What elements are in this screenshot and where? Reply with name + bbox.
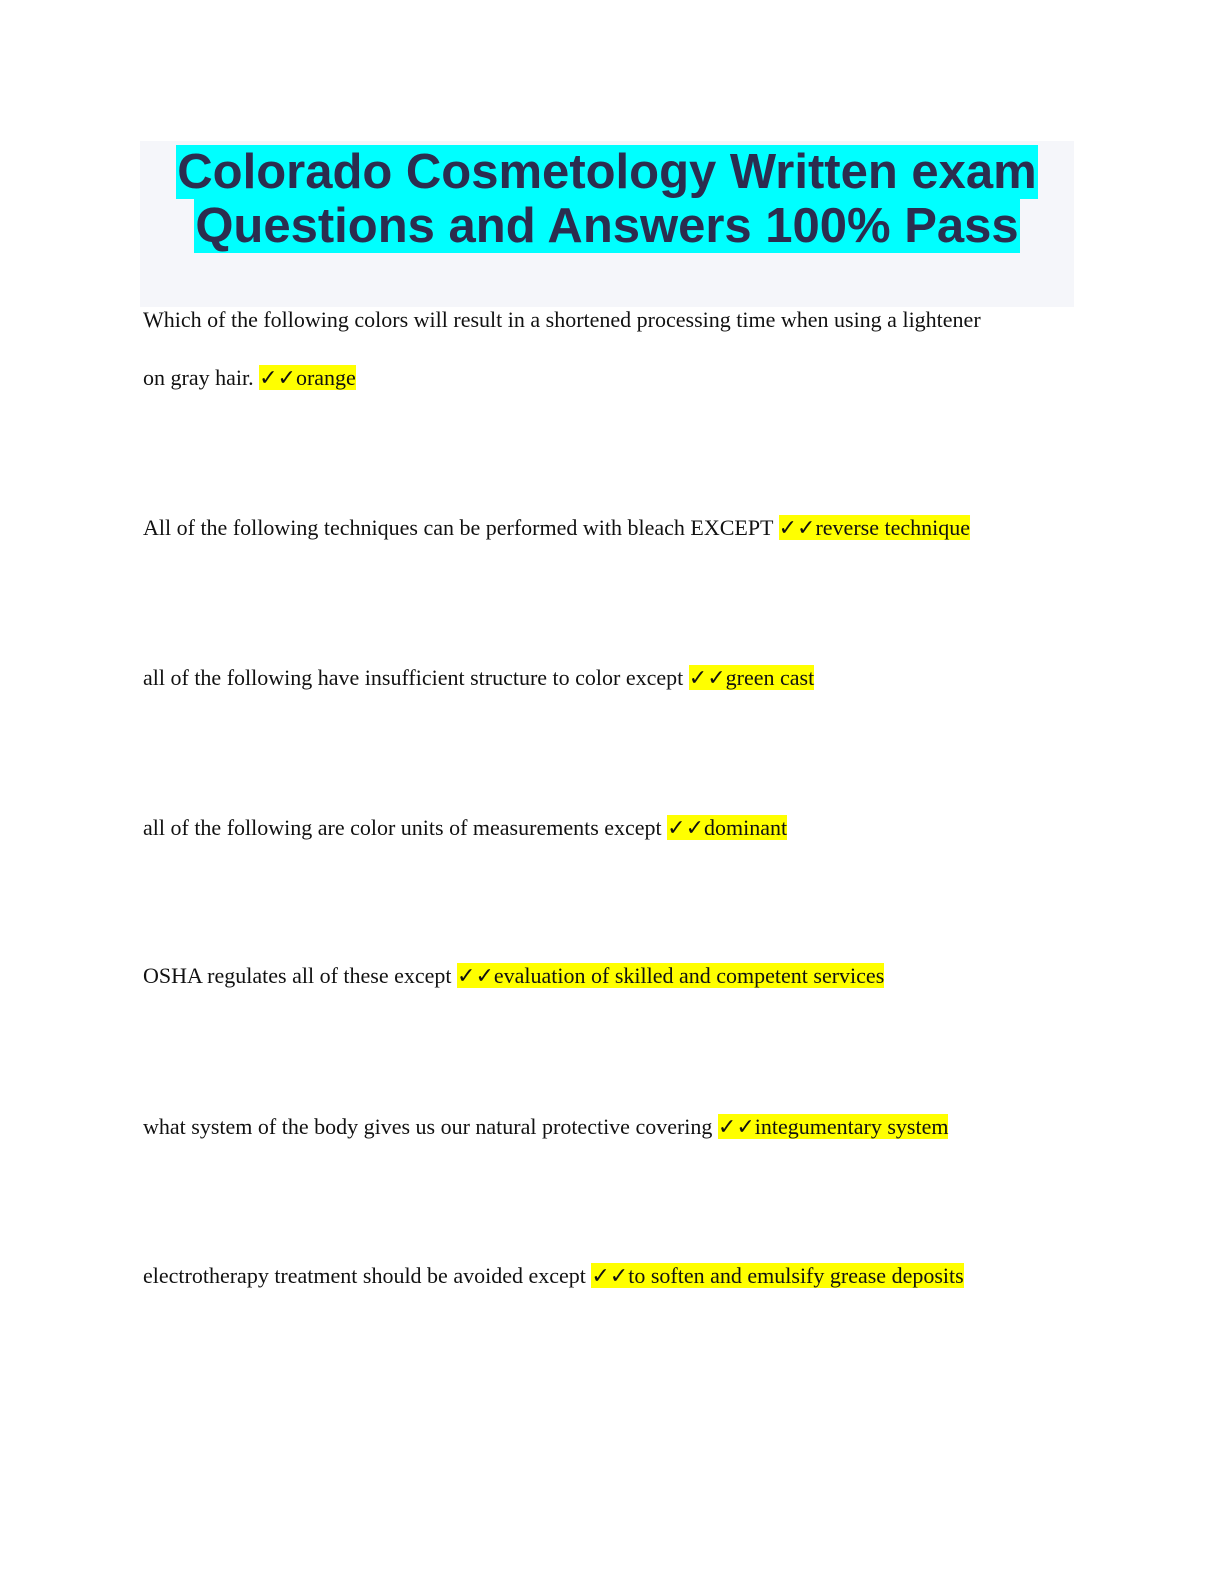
title-block bbox=[140, 141, 1074, 307]
qa-item-3 bbox=[143, 649, 1073, 708]
check-mark-icon: ✓✓ bbox=[259, 366, 296, 391]
question-text: All of the following techniques can be performed with bleach EXCEPT bbox=[143, 515, 779, 540]
answer-highlight bbox=[689, 665, 814, 690]
qa-item-6 bbox=[143, 1098, 1073, 1157]
check-mark-icon: ✓✓ bbox=[688, 666, 726, 691]
answer-text: orange bbox=[295, 365, 356, 390]
question-text: OSHA regulates all of these except bbox=[143, 963, 458, 988]
answer-text: integumentary system bbox=[754, 1114, 949, 1139]
qa-item-7 bbox=[143, 1247, 1073, 1306]
question-text: what system of the body gives us our natural protective covering bbox=[143, 1114, 718, 1139]
answer-highlight bbox=[457, 963, 884, 988]
qa-item-5 bbox=[143, 947, 1073, 1006]
answer-text: evaluation of skilled and competent services bbox=[493, 963, 885, 988]
answer-highlight bbox=[718, 1114, 949, 1139]
question-text: Which of the following colors will result in a shortened processing time when using a lightener bbox=[143, 307, 981, 332]
answer-highlight bbox=[259, 365, 356, 390]
qa-item-4 bbox=[143, 799, 1073, 858]
answer-text: dominant bbox=[704, 815, 788, 840]
document-title-line-1: Colorado Cosmetology Written exam bbox=[177, 145, 1037, 199]
answer-highlight bbox=[667, 815, 787, 840]
qa-item-1 bbox=[143, 291, 1073, 408]
qa-item-2 bbox=[143, 499, 1073, 558]
question-text: on gray hair. bbox=[143, 365, 260, 390]
question-text: all of the following are color units of measurements except bbox=[143, 815, 668, 840]
check-mark-icon: ✓✓ bbox=[778, 516, 816, 541]
answer-text: to soften and emulsify grease deposits bbox=[628, 1263, 964, 1288]
answer-highlight bbox=[591, 1263, 963, 1288]
answer-text: reverse technique bbox=[815, 515, 970, 540]
answer-text: green cast bbox=[725, 665, 815, 690]
answer-highlight bbox=[779, 515, 970, 540]
check-mark-icon: ✓✓ bbox=[717, 1115, 755, 1140]
question-text: all of the following have insufficient structure to color except bbox=[143, 665, 689, 690]
document-title-line-2: Questions and Answers 100% Pass bbox=[195, 199, 1019, 253]
check-mark-icon: ✓✓ bbox=[457, 964, 494, 989]
question-text: electrotherapy treatment should be avoided except bbox=[143, 1263, 592, 1288]
check-mark-icon: ✓✓ bbox=[667, 816, 705, 841]
check-mark-icon: ✓✓ bbox=[591, 1264, 629, 1289]
